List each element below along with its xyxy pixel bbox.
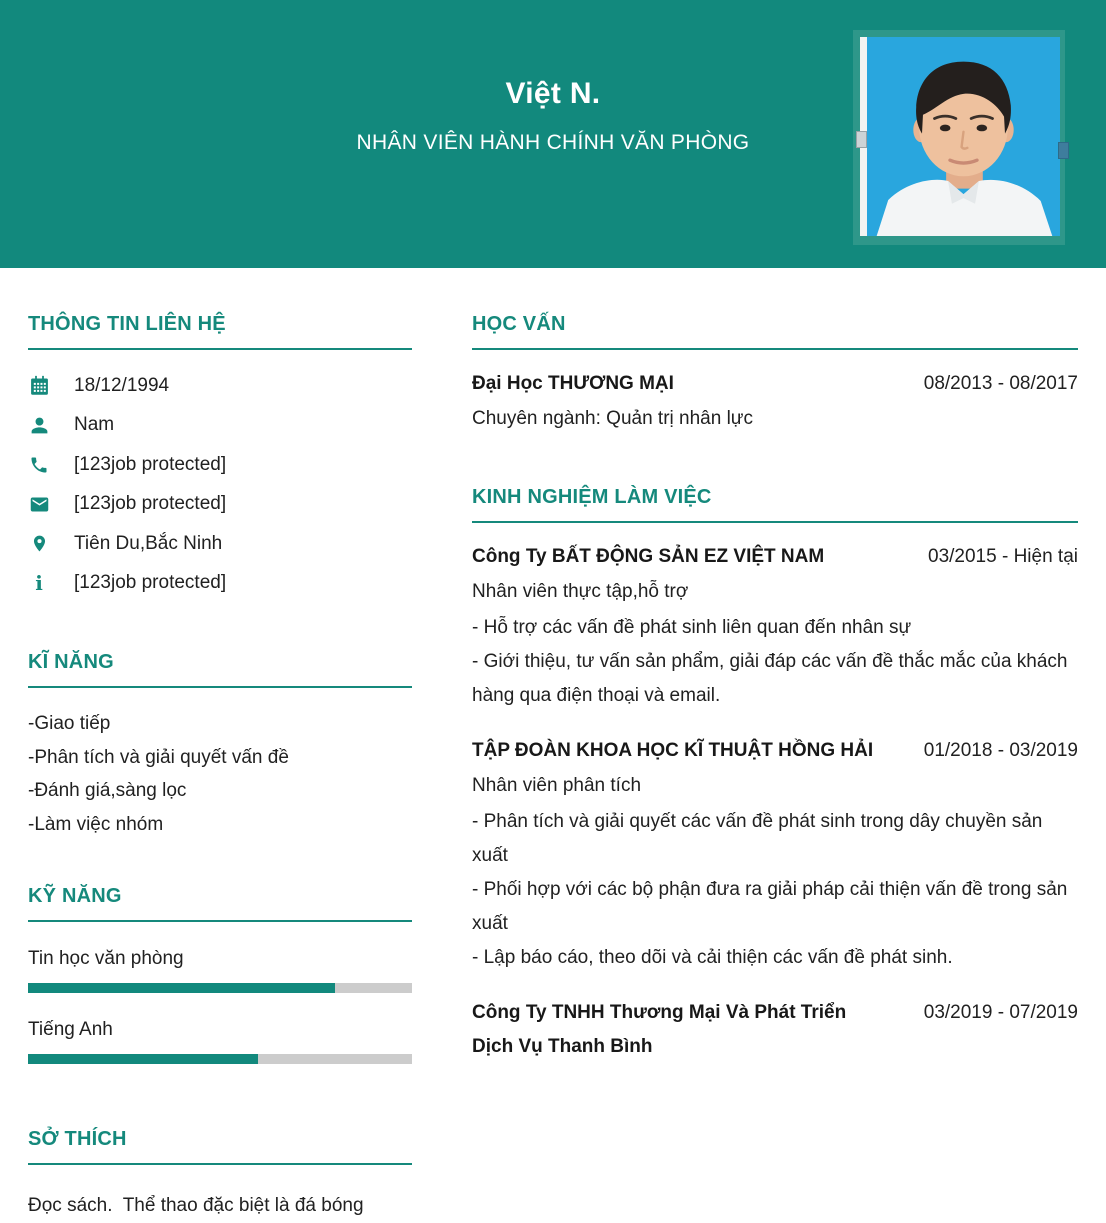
company-name: TẬP ĐOÀN KHOA HỌC KĨ THUẬT HỒNG HẢI xyxy=(472,740,874,761)
contact-item-phone xyxy=(28,445,412,485)
experience-entry xyxy=(472,734,1078,975)
skill-item: -Làm việc nhóm xyxy=(28,813,164,835)
hobbies-text: Đọc sách. Thể thao đặc biệt là đá bóng xyxy=(28,1195,364,1216)
skill-bar-track xyxy=(28,983,412,993)
contact-item-birthday xyxy=(28,366,412,406)
skill-item: -Giao tiếp xyxy=(28,713,111,734)
skill-item: -Phân tích và giải quyết vấn đề xyxy=(28,746,289,768)
experience-bullets xyxy=(472,805,1078,975)
skill-bar-label: Tiếng Anh xyxy=(28,1019,113,1040)
experience-role: Nhân viên thực tập,hỗ trợ xyxy=(472,581,689,602)
person-icon xyxy=(28,415,50,436)
education-entry xyxy=(472,367,1078,430)
contact-heading: THÔNG TIN LIÊN HỆ xyxy=(28,313,412,350)
portrait-illustration xyxy=(867,37,1060,236)
experience-bullet: - Giới thiệu, tư vấn sản phẩm, giải đáp các vấn đề thắc mắc của khách hàng qua điện thoại và email. xyxy=(472,651,1068,706)
phone-icon xyxy=(28,455,50,475)
profile-photo-frame xyxy=(853,30,1065,245)
experience-date: 01/2018 - 03/2019 xyxy=(923,740,1078,761)
contact-item-text: Nam xyxy=(74,414,115,436)
experience-heading: KINH NGHIỆM LÀM VIỆC xyxy=(472,486,1078,523)
experience-section xyxy=(472,486,1078,1064)
experience-bullets xyxy=(472,611,1078,713)
hobbies-heading: SỞ THÍCH xyxy=(28,1128,412,1165)
education-entry-head xyxy=(472,367,1078,401)
experience-date: 03/2019 - 07/2019 xyxy=(923,1002,1078,1023)
experience-role: Nhân viên phân tích xyxy=(472,775,642,796)
skill-bars-section xyxy=(28,885,412,1064)
contact-item-gender xyxy=(28,406,412,446)
experience-bullet: - Phân tích và giải quyết các vấn đề phát sinh trong dây chuyền sản xuất xyxy=(472,811,1043,866)
contact-item-text: [123job protected] xyxy=(74,493,227,515)
experience-entry-head xyxy=(472,540,1078,574)
contact-item-email xyxy=(28,485,412,525)
experience-bullet: - Phối hợp với các bộ phận đưa ra giải pháp cải thiện vấn đề trong sản xuất xyxy=(472,879,1068,934)
contact-item-text: [123job protected] xyxy=(74,572,227,594)
education-section xyxy=(472,313,1078,430)
experience-entry-head xyxy=(472,734,1078,768)
right-column xyxy=(472,313,1078,1223)
experience-bullet: - Lập báo cáo, theo dõi và cải thiện các vấn đề phát sinh. xyxy=(472,947,953,968)
contact-item-text: Tiên Du,Bắc Ninh xyxy=(74,532,223,554)
hobbies-section xyxy=(28,1128,412,1223)
skill-bar-label: Tin học văn phòng xyxy=(28,948,184,969)
experience-entry xyxy=(472,996,1078,1064)
left-column xyxy=(28,313,412,1223)
calendar-icon xyxy=(28,375,50,396)
profile-photo xyxy=(860,37,1060,236)
skill-bars-heading: KỸ NĂNG xyxy=(28,885,412,922)
skills-section xyxy=(28,651,412,841)
education-heading: HỌC VẤN xyxy=(472,313,1078,350)
contact-list xyxy=(28,366,412,603)
cv-body xyxy=(0,268,1106,1223)
contact-item-text: 18/12/1994 xyxy=(74,374,170,396)
location-icon xyxy=(28,533,50,554)
skill-bar-item xyxy=(28,948,412,993)
cv-header xyxy=(0,0,1106,268)
photo-handle-left xyxy=(856,131,867,148)
company-name: Công Ty TNHH Thương Mại Và Phát Triển Dịch Vụ Thanh Bình xyxy=(472,1002,847,1057)
skills-heading: KĨ NĂNG xyxy=(28,651,412,688)
skill-bar-fill xyxy=(28,983,335,993)
info-icon: i xyxy=(35,571,43,596)
candidate-name: Việt N. xyxy=(505,77,601,110)
candidate-job-title: NHÂN VIÊN HÀNH CHÍNH VĂN PHÒNG xyxy=(356,131,750,154)
email-icon xyxy=(28,494,50,515)
school-name: Đại Học THƯƠNG MẠI xyxy=(472,373,674,394)
experience-bullet: - Hỗ trợ các vấn đề phát sinh liên quan đến nhân sự xyxy=(472,617,912,638)
photo-handle-right xyxy=(1058,142,1069,159)
contact-item-text: [123job protected] xyxy=(74,453,227,475)
skills-list xyxy=(28,707,412,841)
contact-item-address xyxy=(28,524,412,564)
company-name: Công Ty BẤT ĐỘNG SẢN EZ VIỆT NAM xyxy=(472,546,825,567)
education-detail: Chuyên ngành: Quản trị nhân lực xyxy=(472,408,754,429)
experience-date: 03/2015 - Hiện tại xyxy=(928,546,1078,567)
education-date: 08/2013 - 08/2017 xyxy=(923,373,1078,394)
skill-bar-item xyxy=(28,1019,412,1064)
skill-bar-track xyxy=(28,1054,412,1064)
skill-item: -Đánh giá,sàng lọc xyxy=(28,780,187,801)
contact-section xyxy=(28,313,412,603)
experience-entry xyxy=(472,540,1078,713)
skill-bar-fill xyxy=(28,1054,258,1064)
experience-entry-head xyxy=(472,996,1078,1064)
contact-item-other xyxy=(28,564,412,604)
